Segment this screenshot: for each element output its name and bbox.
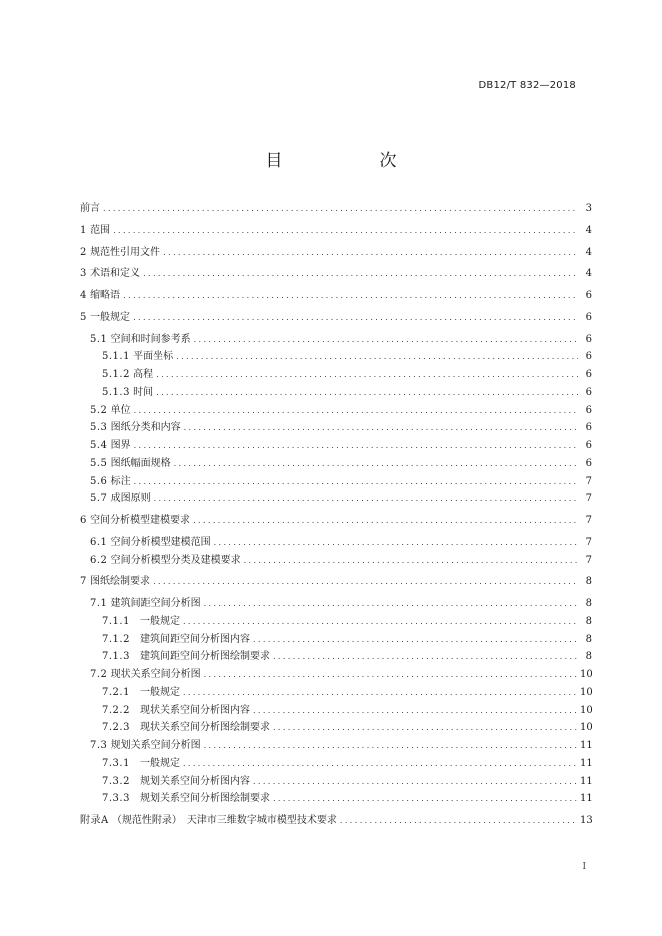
toc-entry-title [90,595,204,613]
toc-entry[interactable] [80,331,592,349]
toc-entry-number: 7.2 [90,669,108,680]
toc-leader-dots [253,773,578,791]
toc-entry-page: 6 [585,290,592,301]
toc-entry-page: 7 [585,475,592,487]
toc-entry-title [102,648,273,666]
toc-entry[interactable] [80,437,592,455]
toc-entry-page: 10 [580,722,593,734]
toc-entry-number: 5.4 [90,440,108,451]
toc-entry-title [90,402,134,420]
toc-entry-label: 空间和时间参考系 [110,333,191,345]
document-code: DB12/T 832—2018 [478,80,576,91]
toc-entry[interactable] [80,287,592,305]
toc-entry[interactable] [80,648,592,666]
toc-entry-label: 现状关系空间分析图内容 [139,704,250,716]
toc-entry-page: 7 [585,493,592,505]
toc-entry-number: 6.1 [90,536,108,548]
toc-entry-page: 8 [585,633,592,645]
toc-entry-number: 1 [80,224,87,236]
toc-entry-page: 7 [585,536,592,548]
page-title: 目 次 [265,151,437,171]
toc-entry-title [102,702,253,720]
toc-entry-number: 7.2.2 [102,704,130,716]
toc-entry[interactable] [80,719,592,737]
toc-entry-page: 4 [585,268,592,280]
toc-leader-dots [183,613,578,631]
toc-entry[interactable] [80,573,592,591]
toc-entry[interactable] [80,534,592,552]
toc-entry-label: 一般规定 [139,615,180,627]
toc-entry-number: 5.3 [90,422,108,434]
toc-entry-number: 5.7 [90,493,108,505]
toc-entry-title [102,613,183,631]
toc-entry-title [90,419,184,437]
toc-entry-number: 5.1 [90,333,108,345]
toc-entry-label: 范围 [90,224,111,236]
toc-entry-label: 建筑间距空间分析图绘制要求 [139,651,270,663]
toc-entry-number: 7.1 [90,598,108,609]
toc-entry-title [90,437,134,455]
toc-entry-page: 4 [585,224,592,236]
toc-leader-dots [133,309,578,327]
toc-entry-number: 2 [80,246,87,258]
toc-entry-page: 6 [585,440,592,451]
toc-entry-title [80,287,123,305]
table-of-contents [80,200,592,830]
toc-entry-page: 6 [585,422,592,434]
toc-entry-label: 平面坐标 [133,351,174,363]
toc-entry-label: 前言 [80,203,100,214]
toc-entry-label: 一般规定 [139,686,180,698]
toc-entry-page: 8 [585,598,592,609]
toc-entry-title [80,812,340,830]
toc-leader-dots [244,552,578,570]
toc-entry-page: 6 [585,369,592,380]
toc-entry-label: 规划关系空间分析图 [110,740,201,751]
toc-entry-page: 6 [585,311,592,323]
toc-entry-page: 8 [585,615,592,627]
toc-entry[interactable] [80,737,592,755]
toc-entry-page: 10 [580,669,593,680]
toc-entry-label: 图纸幅面规格 [110,457,171,469]
toc-entry-number: 7.3.3 [102,793,130,805]
toc-entry-title [80,265,143,283]
toc-entry[interactable] [80,702,592,720]
toc-entry-label: 规划关系空间分析图绘制要求 [139,793,270,805]
toc-entry-label: 图纸绘制要求 [90,576,151,588]
toc-entry[interactable] [80,595,592,613]
toc-leader-dots [143,265,578,283]
toc-entry-page: 11 [580,740,593,751]
toc-entry-title [80,222,113,240]
toc-entry-page: 4 [585,246,592,258]
toc-entry[interactable] [80,773,592,791]
toc-entry-title [102,631,253,649]
toc-entry-page: 3 [585,203,592,214]
toc-entry-title [90,331,194,349]
toc-leader-dots [176,348,578,366]
toc-leader-dots [214,534,578,552]
toc-leader-dots [273,790,578,808]
toc-entry-number: 7.3.1 [102,757,130,769]
toc-leader-dots [204,595,578,613]
toc-entry[interactable] [80,490,592,508]
toc-leader-dots [113,222,578,240]
toc-leader-dots [134,437,578,455]
toc-entry[interactable] [80,552,592,570]
toc-entry-page: 6 [585,386,592,398]
toc-entry[interactable] [80,473,592,491]
toc-leader-dots [273,648,578,666]
toc-entry-number: 3 [80,268,87,280]
toc-entry-title [80,573,153,591]
toc-leader-dots [156,366,578,384]
toc-entry-page: 11 [580,757,593,769]
toc-leader-dots [204,666,578,684]
toc-entry-label: 规划关系空间分析图内容 [139,775,250,787]
toc-entry-title [80,309,133,327]
toc-entry-label: 空间分析模型分类及建模要求 [110,554,241,566]
toc-entry-title [102,755,183,773]
toc-leader-dots [134,402,578,420]
toc-entry-title [90,534,214,552]
toc-entry-label: 空间分析模型建模范围 [110,536,211,548]
toc-entry-number: 6.2 [90,554,108,566]
toc-entry-number: 7.2.3 [102,722,130,734]
toc-entry-number: 5.6 [90,475,108,487]
toc-entry-label: 建筑间距空间分析图 [110,598,201,609]
toc-entry-page: 11 [580,793,593,805]
toc-leader-dots [174,455,578,473]
toc-entry-page: 11 [580,775,593,787]
toc-leader-dots [204,737,578,755]
toc-entry-number: 7 [80,576,87,588]
toc-entry[interactable] [80,684,592,702]
toc-entry-page: 13 [580,815,593,826]
toc-entry-number: 7.1.3 [102,651,130,663]
toc-entry-label: 一般规定 [90,311,131,323]
toc-entry-title [102,773,253,791]
toc-entry-number: 7.2.1 [102,686,130,698]
toc-entry-number: 5 [80,311,87,323]
toc-leader-dots [253,702,578,720]
toc-entry-title [90,552,244,570]
toc-entry-label: 空间分析模型建模要求 [90,515,191,526]
toc-entry[interactable] [80,631,592,649]
toc-entry[interactable] [80,402,592,420]
toc-leader-dots [123,287,578,305]
toc-entry-title [90,737,204,755]
toc-leader-dots [183,755,578,773]
toc-leader-dots [184,419,578,437]
toc-entry[interactable] [80,244,592,262]
toc-entry-title [90,455,174,473]
toc-entry[interactable] [80,222,592,240]
toc-entry-label: 现状关系空间分析图绘制要求 [139,722,270,734]
page-number: I [582,862,586,872]
toc-entry-page: 8 [585,651,592,663]
toc-entry-title [80,244,163,262]
toc-entry-title [102,366,156,384]
toc-entry-page: 10 [580,686,593,698]
toc-entry-title [90,490,154,508]
toc-entry-page: 6 [585,457,592,469]
toc-entry[interactable] [80,512,592,530]
toc-entry-title [80,512,193,530]
toc-entry-label: 成图原则 [110,493,151,505]
toc-entry-page: 10 [580,704,593,716]
toc-entry-number: 7.3 [90,740,108,751]
toc-entry-number: 6 [80,515,87,526]
toc-entry[interactable] [80,666,592,684]
toc-leader-dots [103,200,578,218]
toc-leader-dots [193,512,578,530]
toc-entry-label: （规范性附录） 天津市三维数字城市模型技术要求 [111,815,337,826]
toc-entry-page: 6 [585,333,592,345]
toc-entry[interactable] [80,455,592,473]
toc-entry-page: 7 [585,554,592,566]
toc-entry[interactable] [80,265,592,283]
toc-leader-dots [183,684,578,702]
toc-entry[interactable] [80,419,592,437]
toc-entry-label: 单位 [110,404,131,416]
toc-entry-title [102,384,156,402]
toc-entry-number: 5.1.1 [102,351,130,363]
toc-entry-number: 7.1.2 [102,633,130,645]
toc-entry[interactable] [80,812,592,830]
toc-entry-title [80,200,103,218]
toc-entry[interactable] [80,348,592,366]
toc-entry[interactable] [80,384,592,402]
toc-entry-title [90,666,204,684]
toc-entry-label: 时间 [133,386,154,398]
toc-entry-title [102,790,273,808]
toc-entry-label: 图界 [110,440,131,451]
toc-entry-label: 标注 [110,475,131,487]
toc-entry-label: 规范性引用文件 [90,246,161,258]
toc-leader-dots [340,812,578,830]
toc-entry-label: 一般规定 [139,757,180,769]
toc-leader-dots [156,384,578,402]
toc-entry[interactable] [80,613,592,631]
toc-entry-page: 6 [585,351,592,363]
toc-entry-title [102,719,273,737]
toc-entry[interactable] [80,790,592,808]
toc-entry-number: 4 [80,290,87,301]
toc-entry-number: 5.1.2 [102,369,130,380]
toc-entry-page: 8 [585,576,592,588]
toc-entry-label: 缩略语 [90,290,121,301]
toc-entry[interactable] [80,309,592,327]
toc-entry-label: 现状关系空间分析图 [110,669,201,680]
toc-entry-title [102,684,183,702]
toc-leader-dots [253,631,578,649]
toc-entry-label: 术语和定义 [90,268,141,280]
toc-leader-dots [194,331,578,349]
toc-entry-number: 7.3.2 [102,775,130,787]
toc-entry-label: 图纸分类和内容 [110,422,181,434]
toc-leader-dots [273,719,578,737]
toc-entry-label: 高程 [133,369,154,380]
toc-entry-number: 5.1.3 [102,386,130,398]
toc-entry-number: 附录A [80,815,109,826]
toc-entry[interactable] [80,200,592,218]
toc-leader-dots [134,473,578,491]
toc-leader-dots [154,490,578,508]
toc-entry-page: 6 [585,404,592,416]
toc-entry-number: 5.5 [90,457,108,469]
toc-leader-dots [153,573,578,591]
toc-entry-page: 7 [585,515,592,526]
toc-entry[interactable] [80,755,592,773]
toc-entry-label: 建筑间距空间分析图内容 [139,633,250,645]
toc-leader-dots [163,244,578,262]
toc-entry-title [102,348,176,366]
toc-entry[interactable] [80,366,592,384]
toc-entry-number: 7.1.1 [102,615,130,627]
toc-entry-title [90,473,134,491]
toc-entry-number: 5.2 [90,404,108,416]
